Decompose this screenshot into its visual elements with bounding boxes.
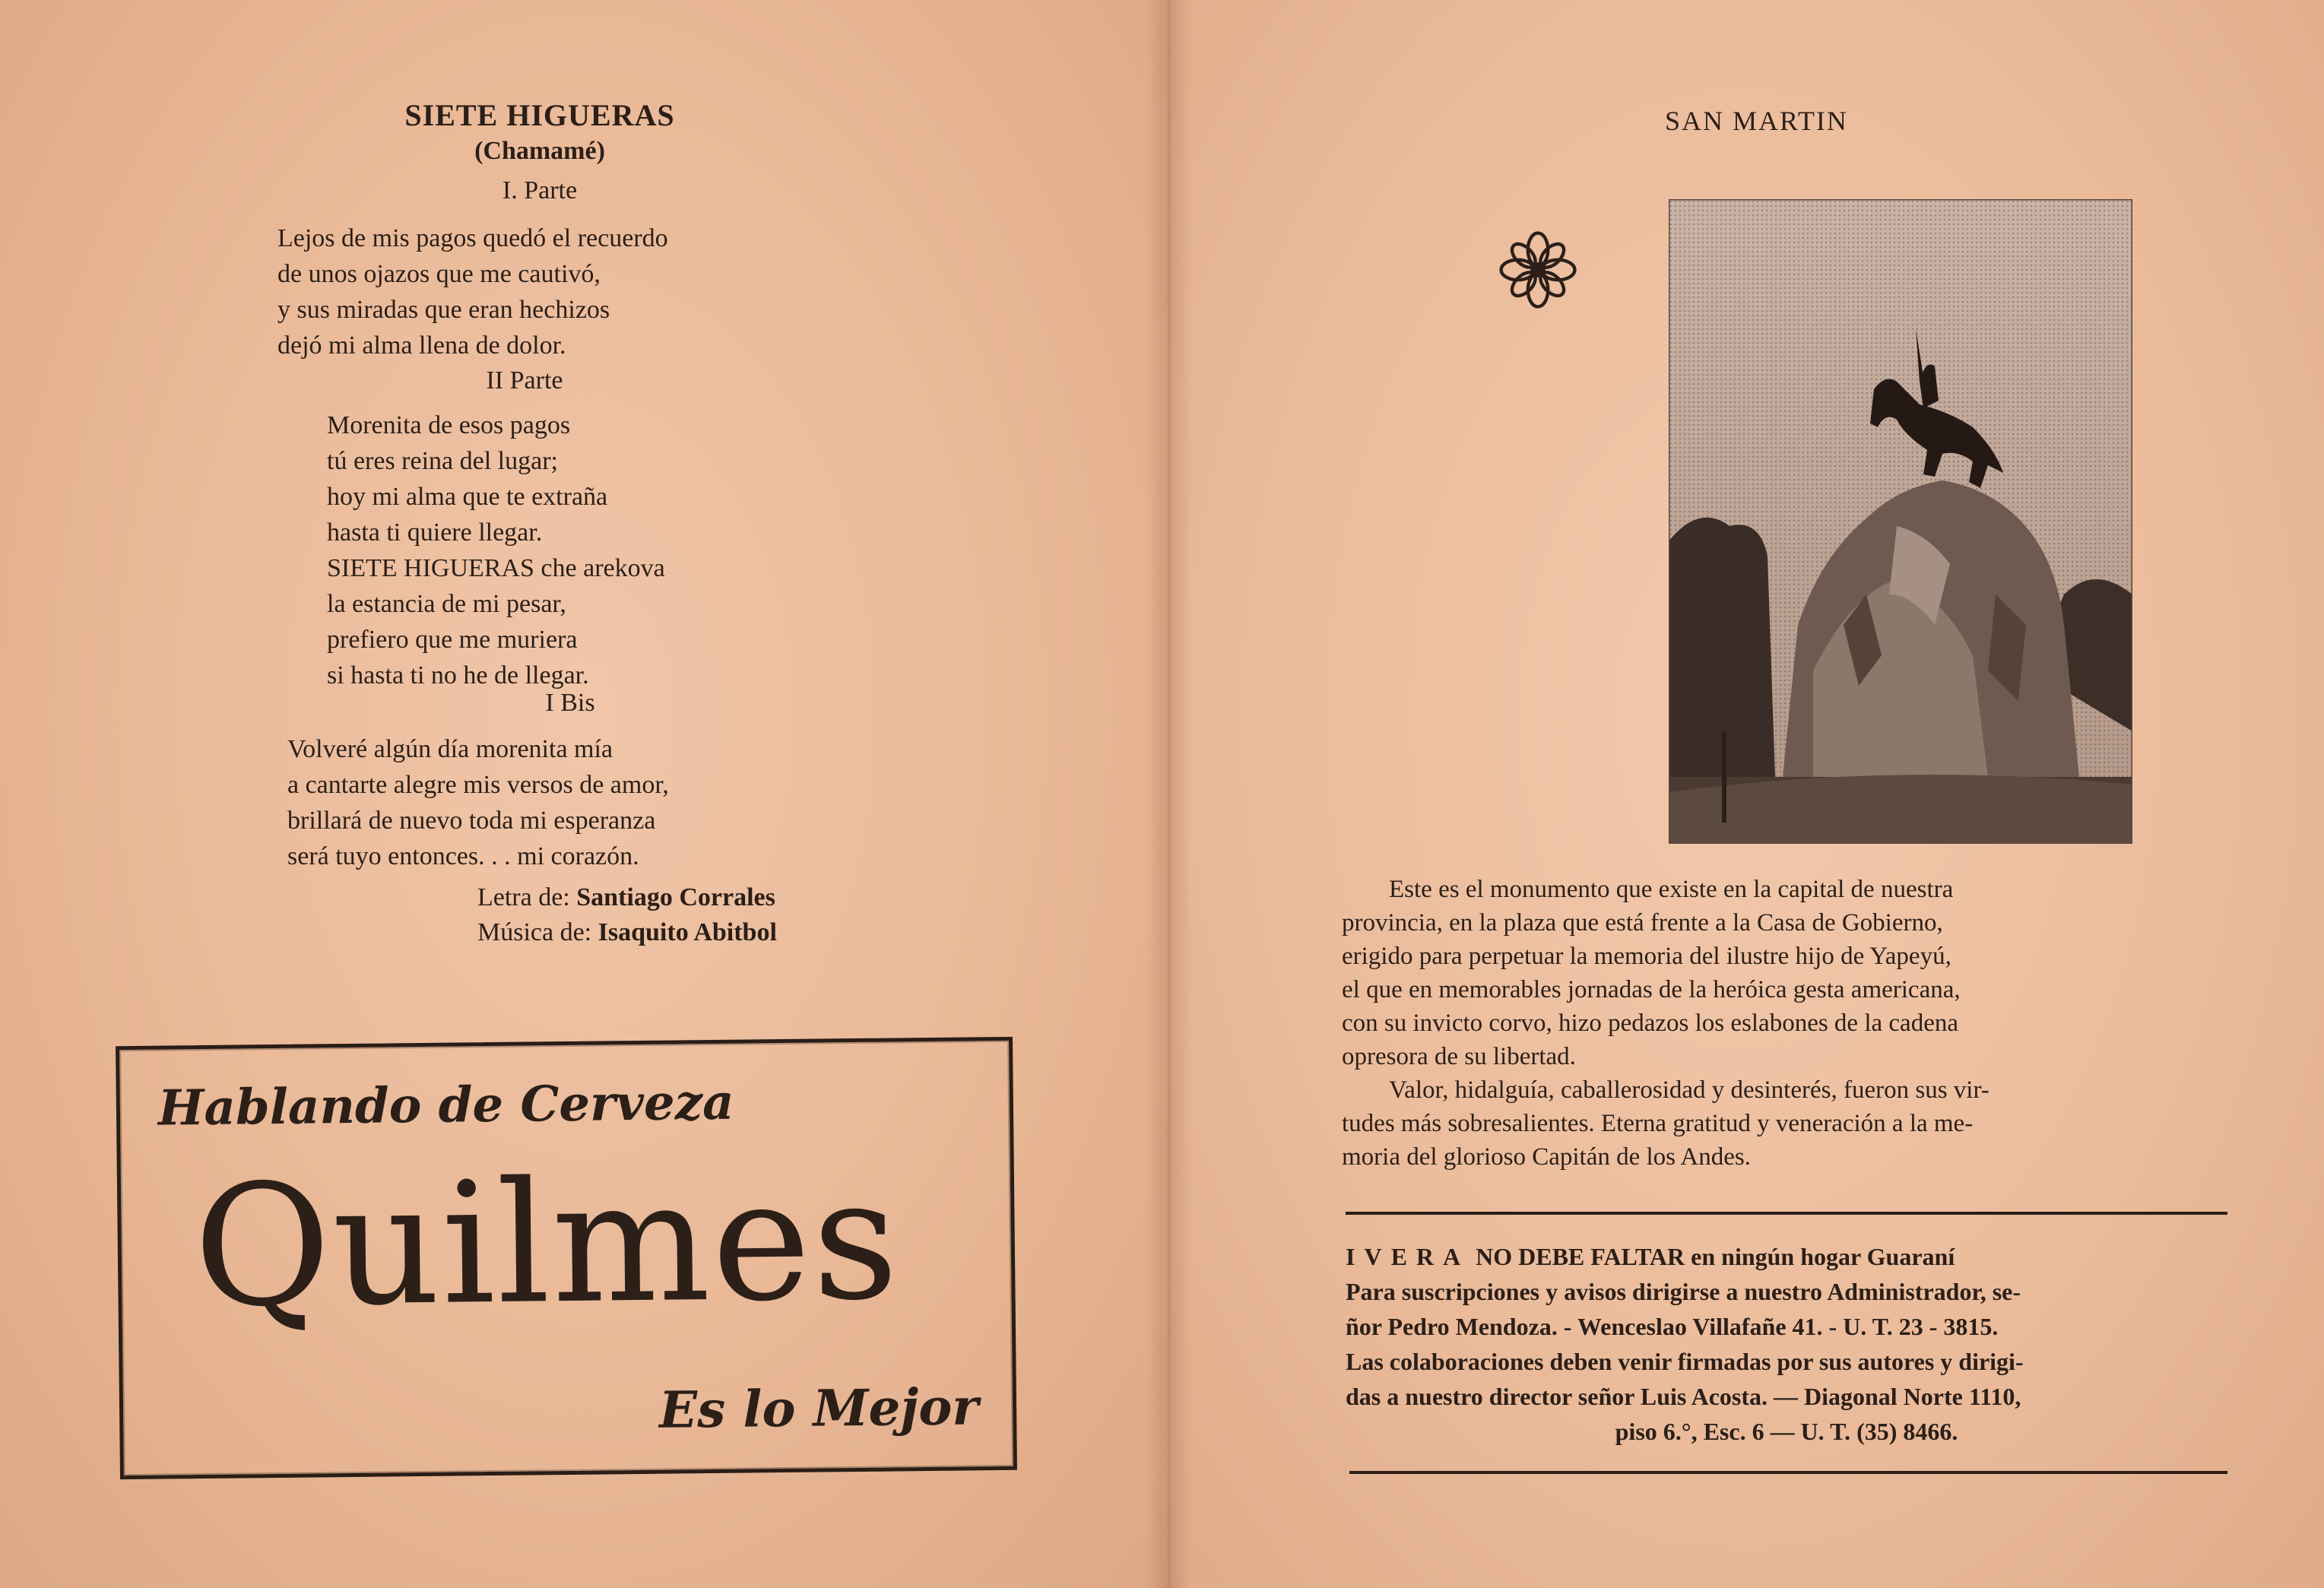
info-line: das a nuestro director señor Luis Acosta. — Diagonal Norte 1110, <box>1346 1383 2021 1410</box>
description-line: con su invicto corvo, hizo pedazos los eslabones de la cadena <box>1342 1010 1958 1037</box>
part-one-label: I. Parte <box>502 176 578 204</box>
description-line: erigido para perpetuar la memoria del ilustre hijo de Yapeyú, <box>1342 943 1951 970</box>
info-line: ñor Pedro Mendoza. - Wenceslao Villafañe 41. - U. T. 23 - 3815. <box>1346 1313 1999 1340</box>
song-subtitle: (Chamamé) <box>474 137 605 165</box>
ad-tagline-top: Hablando de Cerveza <box>157 1073 734 1137</box>
lyrics-author: Santiago Corrales <box>576 883 775 911</box>
flower-ornament-icon <box>1496 228 1580 312</box>
part-two-label: II Parte <box>486 366 563 395</box>
part-three-label: I Bis <box>545 689 595 717</box>
divider-top <box>1346 1212 2227 1215</box>
ad-brand-name: Quilmes <box>192 1142 901 1345</box>
verse-line: la estancia de mi pesar, <box>327 590 566 618</box>
description-line: Este es el monumento que existe en la capital de nuestra <box>1389 876 1954 903</box>
info-line <box>1346 1239 2227 1274</box>
verse-line: Morenita de esos pagos <box>327 411 571 439</box>
verse-line: de unos ojazos que me cautivó, <box>277 260 601 288</box>
ad-tagline-bottom: Es lo Mejor <box>658 1377 979 1440</box>
equestrian-monument-photo <box>1669 199 2132 844</box>
info-line-text: NO DEBE FALTAR en ningún hogar Guaraní <box>1476 1243 1955 1270</box>
lyrics-credit <box>477 880 777 915</box>
book-spine <box>1146 0 1192 1588</box>
music-credit <box>477 915 777 950</box>
verse-line: a cantarte alegre mis versos de amor, <box>287 771 669 799</box>
verse-line: hasta ti quiere llegar. <box>327 518 543 547</box>
description-line: el que en memorables jornadas de la heróica gesta americana, <box>1342 976 1961 1003</box>
song-title: SIETE HIGUERAS <box>404 98 675 132</box>
publication-info <box>1346 1239 2227 1449</box>
divider-bottom <box>1349 1471 2227 1474</box>
verse-line: Volveré algún día morenita mía <box>287 735 613 763</box>
description-line: tudes más sobresalientes. Eterna gratitud y veneración a la me- <box>1342 1110 1974 1137</box>
article-title: SAN MARTIN <box>1665 106 1848 136</box>
part-one-verse <box>277 220 668 363</box>
info-line: piso 6.°, Esc. 6 — U. T. (35) 8466. <box>1615 1418 1958 1445</box>
info-line: Para suscripciones y avisos dirigirse a nuestro Administrador, se- <box>1346 1278 2021 1305</box>
info-line: Las colaboraciones deben venir firmadas por sus autores y dirigi- <box>1346 1348 2024 1375</box>
verse-line: dejó mi alma llena de dolor. <box>277 331 566 360</box>
description-line: opresora de su libertad. <box>1342 1043 1576 1070</box>
beer-advertisement <box>116 1037 1017 1479</box>
verse-line: tú eres reina del lugar; <box>327 447 558 475</box>
verse-line: si hasta ti no he de llegar. <box>327 661 589 689</box>
verse-line: y sus miradas que eran hechizos <box>277 296 610 324</box>
song-credits <box>477 880 777 950</box>
description-line: moria del glorioso Capitán de los Andes. <box>1342 1143 1752 1171</box>
description-line: provincia, en la plaza que está frente a la Casa de Gobierno, <box>1342 909 1943 937</box>
verse-line: brillará de nuevo toda mi esperanza <box>287 807 656 835</box>
verse-line: hoy mi alma que te extraña <box>327 483 608 511</box>
music-prefix: Música de: <box>477 918 592 946</box>
publication-name: IVERA <box>1346 1243 1470 1270</box>
lyrics-prefix: Letra de: <box>477 883 570 911</box>
verse-line: será tuyo entonces. . . mi corazón. <box>287 842 639 870</box>
monument-description <box>1342 873 1990 1174</box>
verse-line: SIETE HIGUERAS che arekova <box>327 554 665 582</box>
verse-line: prefiero que me muriera <box>327 626 578 654</box>
verse-line: Lejos de mis pagos quedó el recuerdo <box>277 224 668 252</box>
part-two-verse <box>327 407 665 693</box>
part-three-verse <box>287 731 669 874</box>
music-author: Isaquito Abitbol <box>598 918 777 946</box>
description-line: Valor, hidalguía, caballerosidad y desinterés, fueron sus vir- <box>1389 1076 1990 1104</box>
